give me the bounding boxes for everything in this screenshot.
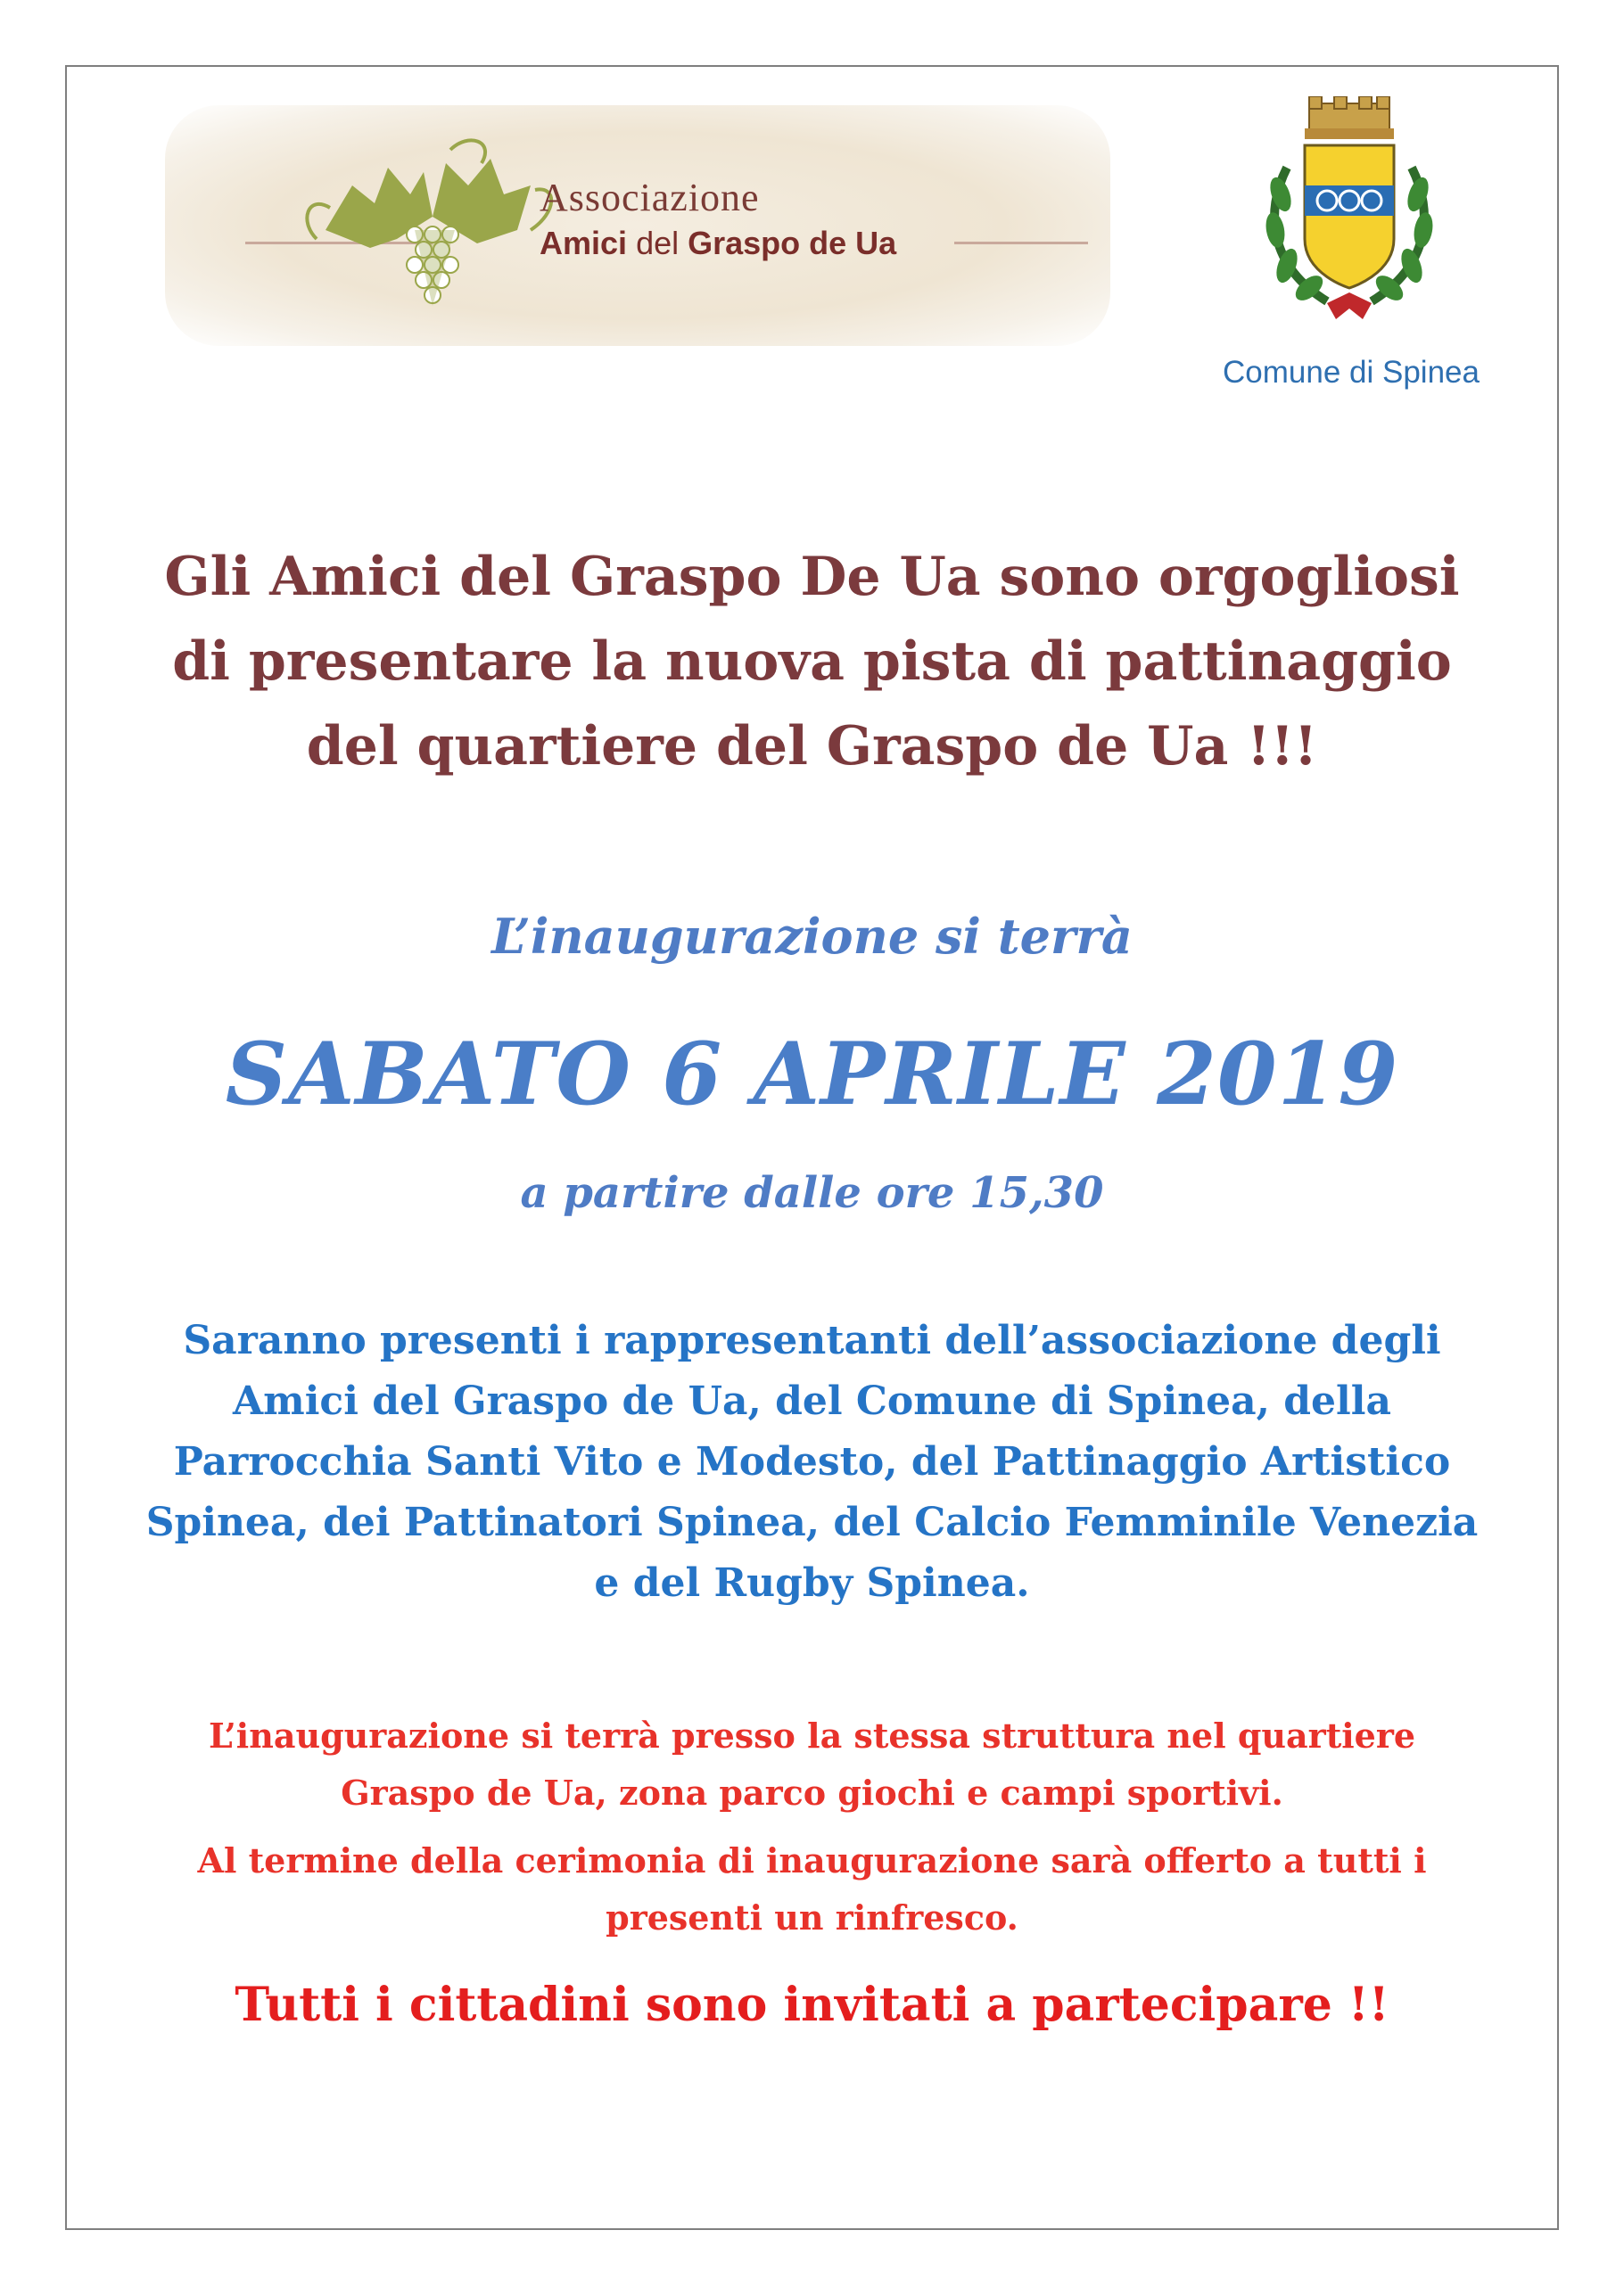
headline-line: di presentare la nuova pista di pattinaggio	[172, 630, 1452, 693]
headline	[65, 535, 1559, 789]
guests-line: Saranno presenti i rappresentanti dell’associazione degli	[183, 1318, 1441, 1363]
headline-line: Gli Amici del Graspo De Ua sono orgogliosi	[164, 546, 1460, 608]
guests-line: Amici del Graspo de Ua, del Comune di Spinea, della	[233, 1378, 1391, 1424]
association-name-part2: del	[636, 225, 680, 261]
grape-leaf-icon	[290, 132, 575, 319]
coat-of-arms-icon	[1256, 96, 1443, 333]
guests-line: e del Rugby Spinea.	[594, 1560, 1030, 1606]
headline-line: del quartiere del Graspo de Ua !!!	[306, 715, 1318, 778]
guests-paragraph	[65, 1311, 1559, 1614]
location-line: Graspo de Ua, zona parco giochi e campi sportivi.	[341, 1773, 1283, 1813]
location-paragraph	[65, 1708, 1559, 1822]
association-title: Associazione	[540, 176, 760, 219]
logo-rule-right	[954, 242, 1088, 244]
event-date: SABATO 6 APRILE 2019	[225, 1024, 1399, 1124]
guests-line: Spinea, dei Pattinatori Spinea, del Calcio Femminile Venezia	[145, 1500, 1479, 1545]
invitation: Tutti i cittadini sono invitati a partecipare !!	[235, 1978, 1389, 2032]
refreshment-paragraph	[65, 1832, 1559, 1946]
association-logo	[165, 105, 1110, 346]
location-line: L’inaugurazione si terrà presso la stessa struttura nel quartiere	[208, 1716, 1416, 1756]
refreshment-line: presenti un rinfresco.	[606, 1897, 1018, 1938]
refreshment-line: Al termine della cerimonia di inaugurazione sarà offerto a tutti i	[197, 1840, 1427, 1880]
comune-label: Comune di Spinea	[1223, 355, 1480, 390]
guests-line: Parrocchia Santi Vito e Modesto, del Pattinaggio Artistico	[173, 1439, 1451, 1485]
association-name	[540, 225, 896, 262]
inauguration-intro: L’inaugurazione si terrà	[491, 908, 1133, 965]
association-name-part3: Graspo de Ua	[688, 225, 897, 261]
association-name-part1: Amici	[540, 225, 628, 261]
event-time: a partire dalle ore 15,30	[520, 1168, 1104, 1218]
